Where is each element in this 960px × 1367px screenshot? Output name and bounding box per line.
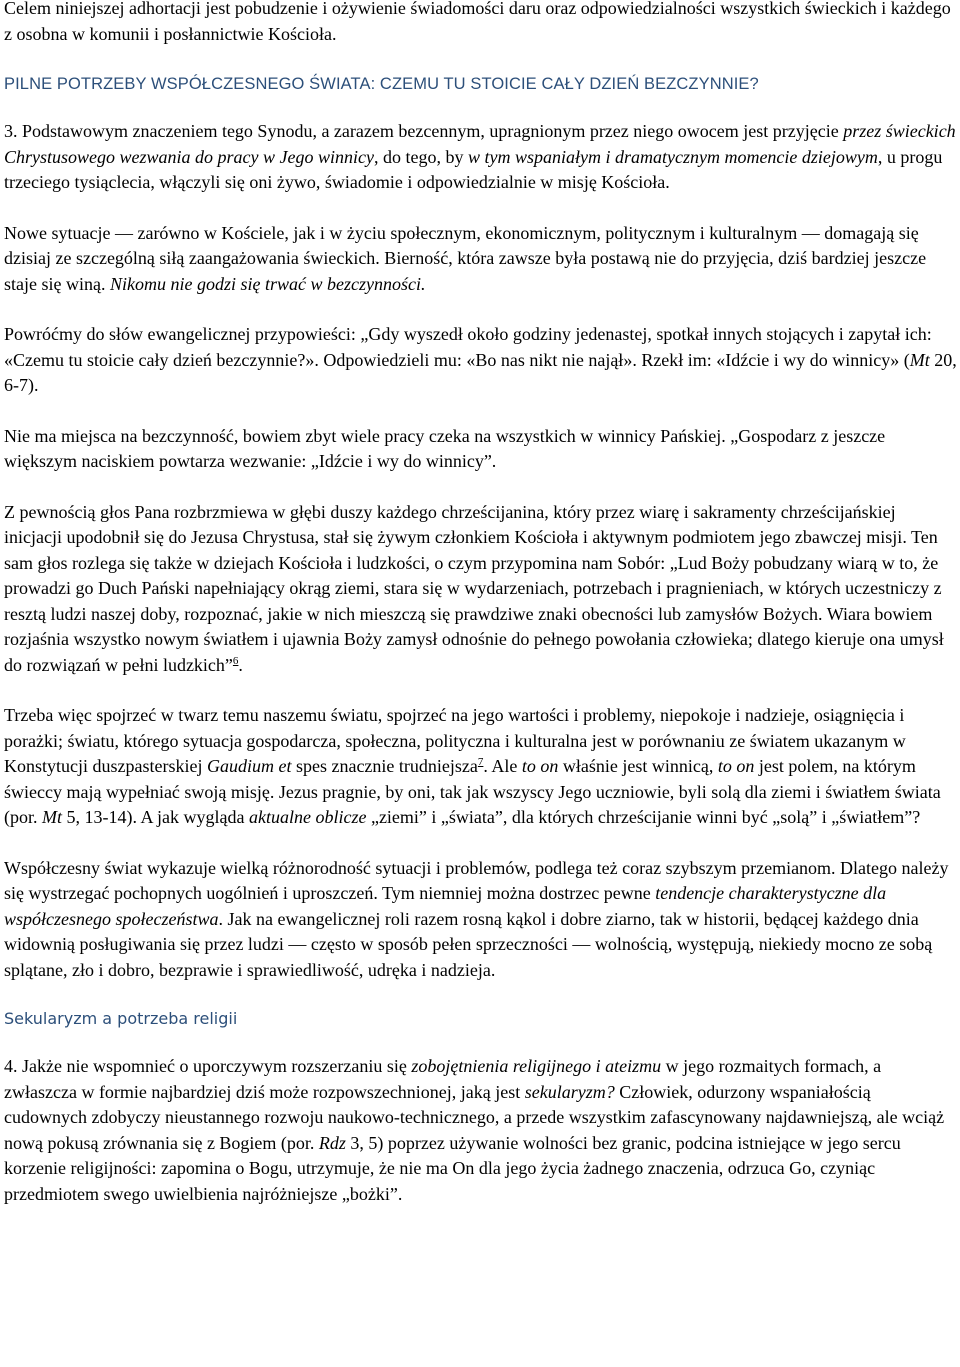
paragraph-4 [4,1054,958,1207]
text-run: 3. Podstawowym znaczeniem tego Synodu, a zarazem bezcennym, upragnionym przez niego owocem jest przyjęcie [4,121,844,141]
text-run: Powróćmy do słów ewangelicznej przypowieści: „Gdy wyszedł około godziny jedenastej, spotkał innych stojących i zapytał ich: «Czemu tu stoicie cały dzień bezczynnie?». Odpowiedzieli mu: «Bo nas nikt nie najął». Rzekł im: «Idźcie i wy do winnicy» ( [4,324,932,370]
text-run: . Jak na ewangelicznej roli razem rosną kąkol i dobre ziarno, tak w historii, będącej każdego dnia widownią posługiwania się przez ludzi — często w sposób pełen sprzeczności — wolnością, występują, niekiedy mocno ze sobą splątane, zło i dobro, bezprawie i sprawiedliwość, udręka i nadzieja. [4,908,933,980]
paragraph-face-the-world [4,703,958,831]
italic-run: przez świeckich Chrystusowego wezwania do pracy w Jego winnicy [4,121,956,167]
text-run: „ziemi” i „świata”, dla których chrześcijanie winni być „solą” i „światłem”? [366,807,921,827]
text-run: , u progu trzeciego tysiąclecia, włączyli się oni żywo, świadomie i odpowiedzialnie w misję Kościoła. [4,146,943,192]
italic-run: to on [521,756,559,776]
paragraph-contemporary-world [4,856,958,984]
text-run: 4. Jakże nie wspomnieć o uporczywym rozszerzaniu się [4,1056,412,1076]
text-run: 20, 6-7). [4,349,957,395]
italic-run: Mt [909,349,930,370]
text-run: spes znacznie trudniejsza [291,756,478,776]
italic-run: Nikomu nie godzi się trwać w bezczynności. [109,273,426,294]
italic-run: to on [717,756,755,776]
paragraph-no-idleness [4,424,958,475]
italic-run: w tym wspaniałym i dramatycznym momencie dziejowym [467,146,878,167]
paragraph-3 [4,119,958,196]
text-run: Człowiek, odurzony wspaniałością cudownych zdobyczy nieustannego rozwoju naukowo-technicznego, a przede wszystkim zafascynowany najdawniejszą, ale wciąż nową pokusą zrównania się z Bogiem (por. [4,1081,945,1153]
italic-run: Rdz [318,1132,346,1153]
text-run: . [238,654,243,675]
text-run: Współczesny świat wykazuje wielką różnorodność sytuacji i problemów, podlega też coraz szybszym przemianom. Dlatego należy się wystrzegać pochopnych uogólnień i uproszczeń. Tym niemniej można dostrzec pewne [4,857,949,903]
text-run: Z pewnością głos Pana rozbrzmiewa w głębi duszy każdego chrześcijanina, który przez wiarę i sakramenty chrześcijańskiej inicjacji upodobnił się do Jezusa Chrystusa, stał się żywym członkiem Kościoła i aktywnym podmiotem jego zbawczej misji. Ten sam głos rozlega się także w dziejach Kościoła i ludzkości, o czym przypomina nam Sobór: „Lud Boży pobudzany wiarą w to, że prowadzi go Duch Pański napełniający okrąg ziemi, stara się w wydarzeniach, potrzebach i pragnieniach, w których uczestniczy z resztą ludzi naszej doby, rozpoznać, jakie w nich mieszczą się prawdziwe znaki obecności lub zamysłów Bożych. Wiara bowiem rozjaśnia wszystko nowym światłem i ujawnia Boży zamysł odnośnie do pełnego powołania człowieka; dlatego kieruje ona umysł do rozwiązań w pełni ludzkich” [4,501,944,675]
italic-run: Gaudium et [206,756,292,776]
text-run: Nowe sytuacje — zarówno w Kościele, jak i w życiu społecznym, ekonomicznym, politycznym i kulturalnym — domagają się dzisiaj ze szczególną siłą zaangażowania świeckich. Bierność, która zawsze była postawą nie do przyjęcia, dziś bardziej jeszcze staje się winą. [4,222,927,294]
text-run: 5, 13-14). A jak wygląda [62,807,249,827]
intro-paragraph [4,0,958,47]
section-heading: PILNE POTRZEBY WSPÓŁCZESNEGO ŚWIATA: CZEMU TU STOICIE CAŁY DZIEŃ BEZCZYNNIE? [4,75,759,93]
italic-run: Mt [42,807,62,827]
text-run: 3, 5) poprzez używanie wolności bez granic, podcina istniejące w jego sercu korzenie religijności: zapomina o Bogu, utrzymuje, że nie ma On dla jego życia żadnego znaczenia, odrzuca Go, czyniąc przedmiotem swego uwielbienia najróżniejsze „bożki”. [4,1132,901,1204]
italic-run: zobojętnienia religijnego i ateizmu [411,1056,662,1076]
text-run: , do tego, by [373,146,468,167]
paragraph-new-situations [4,221,958,298]
footnote-link-6[interactable]: 6 [232,654,239,667]
text-run: Nie ma miejsca na bezczynność, bowiem zbyt wiele pracy czeka na wszystkich w winnicy Pańskiej. „Gospodarz z jeszcze większym naciskiem powtarza wezwanie: „Idźcie i wy do winnicy”. [4,425,886,471]
paragraph-parable [4,322,958,399]
text-run: jest polem, na którym świeccy mają wypełniać swoją misję. Jezus pragnie, by oni, tak jak wszyscy Jego uczniowie, byli solą dla ziemi i światłem świata (por. [4,756,941,827]
italic-run: aktualne oblicze [248,807,367,827]
intro-text: Celem niniejszej adhortacji jest pobudzenie i ożywienie świadomości daru oraz odpowiedzialności wszystkich świeckich i każdego z osobna w komunii i posłannictwie Kościoła. [4,0,951,44]
footnote-link-7[interactable]: 7 [477,756,484,768]
text-run: właśnie jest winnicą, [558,756,718,776]
text-run: Trzeba więc spojrzeć w twarz temu naszemu światu, spojrzeć na jego wartości i problemy, niepokoje i nadzieje, osiągnięcia i porażki; światu, którego sytuacja gospodarcza, społeczna, polityczna i kulturalna jest w porównaniu ze światem ukazanym w Konstytucji duszpasterskiej [4,705,906,776]
italic-run: sekularyzm? [524,1081,615,1102]
text-run: w jego rozmaitych formach, a zwłaszcza w formie najbardziej dziś może rozpowszechnionej, jaką jest [4,1056,882,1102]
paragraph-voice-of-lord [4,500,958,679]
subsection-heading: Sekularyzm a potrzeba religii [4,1009,238,1028]
text-run: . Ale [483,756,522,776]
italic-run: tendencje charakterystyczne dla współczesnego społeczeństwa [4,883,887,929]
